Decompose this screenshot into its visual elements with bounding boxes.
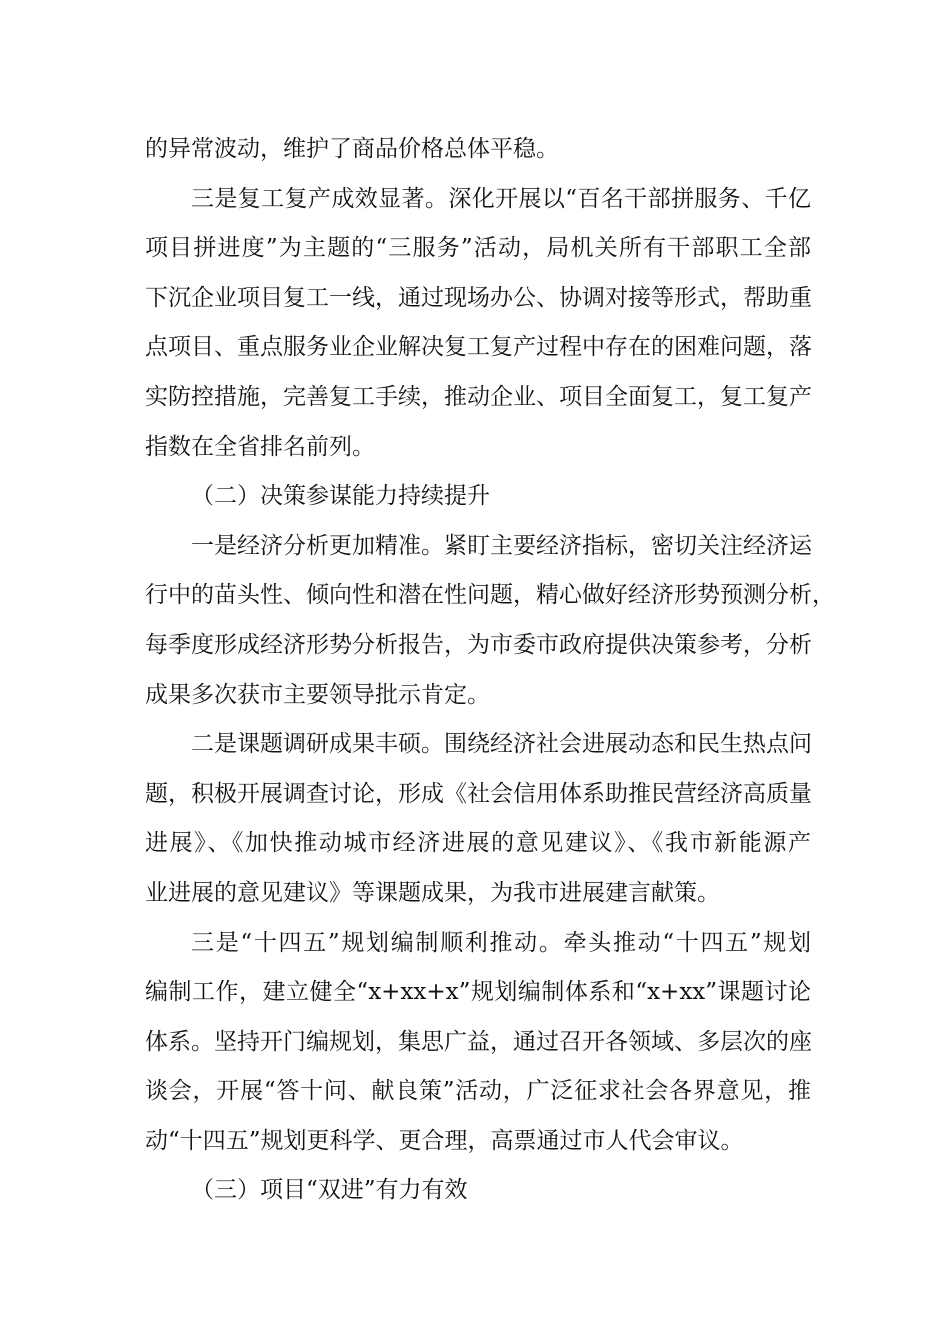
text-line: 下沉企业项目复工一线，通过现场办公、协调对接等形式，帮助重 (145, 284, 812, 311)
text-line: 题，积极开展调查讨论，形成《社会信用体系助推民营经济高质量 (145, 780, 812, 807)
text-line: 动“十四五”规划更科学、更合理，高票通过市人代会审议。 (145, 1127, 744, 1154)
document-page (145, 125, 835, 1216)
text-line: 三是“十四五”规划编制顺利推动。牵头推动“十四五”规划 (191, 929, 811, 956)
text-line: 每季度形成经济形势分析报告，为市委市政府提供决策参考，分析 (145, 631, 812, 658)
text-line: 三是复工复产成效显著。深化开展以“百名干部拼服务、千亿 (191, 185, 811, 212)
paragraph-resumption (145, 175, 811, 473)
text-line: 的异常波动，维护了商品价格总体平稳。 (145, 136, 559, 162)
paragraph-price-stability (145, 125, 811, 175)
text-line: 点项目、重点服务业企业解决复工复产过程中存在的困难问题，落 (145, 334, 812, 361)
section-heading-decision (145, 472, 811, 522)
text-line: 实防控措施，完善复工手续，推动企业、项目全面复工，复工复产 (145, 383, 812, 410)
paragraph-economic-analysis (145, 522, 835, 720)
text-line: 编制工作，建立健全“x+xx+x”规划编制体系和“x+xx”课题讨论 (145, 979, 811, 1006)
section-heading-projects (145, 1166, 811, 1216)
text-line: 成果多次获市主要领导批示肯定。 (145, 681, 490, 708)
text-line: 业进展的意见建议》等课题成果，为我市进展建言献策。 (145, 879, 720, 906)
section-heading: （二）决策参谋能力持续提升 (191, 483, 490, 510)
text-line: 一是经济分析更加精准。紧盯主要经济指标，密切关注经济运 (191, 532, 812, 559)
text-line: 谈会，开展“答十问、献良策”活动，广泛征求社会各界意见，推 (145, 1078, 811, 1105)
section-heading: （三）项目“双进”有力有效 (191, 1177, 468, 1204)
text-line: 项目拼进度”为主题的“三服务”活动，局机关所有干部职工全部 (145, 235, 811, 262)
text-line: 行中的苗头性、倾向性和潜在性问题，精心做好经济形势预测分析， (145, 582, 835, 609)
paragraph-research (145, 720, 811, 918)
paragraph-five-year-plan (145, 919, 811, 1167)
text-line: 二是课题调研成果丰硕。围绕经济社会进展动态和民生热点问 (191, 731, 812, 758)
text-line: 体系。坚持开门编规划，集思广益，通过召开各领域、多层次的座 (145, 1028, 812, 1055)
text-line: 指数在全省排名前列。 (145, 433, 375, 460)
text-line: 进展》、《加快推动城市经济进展的意见建议》、《我市新能源产 (145, 830, 811, 857)
